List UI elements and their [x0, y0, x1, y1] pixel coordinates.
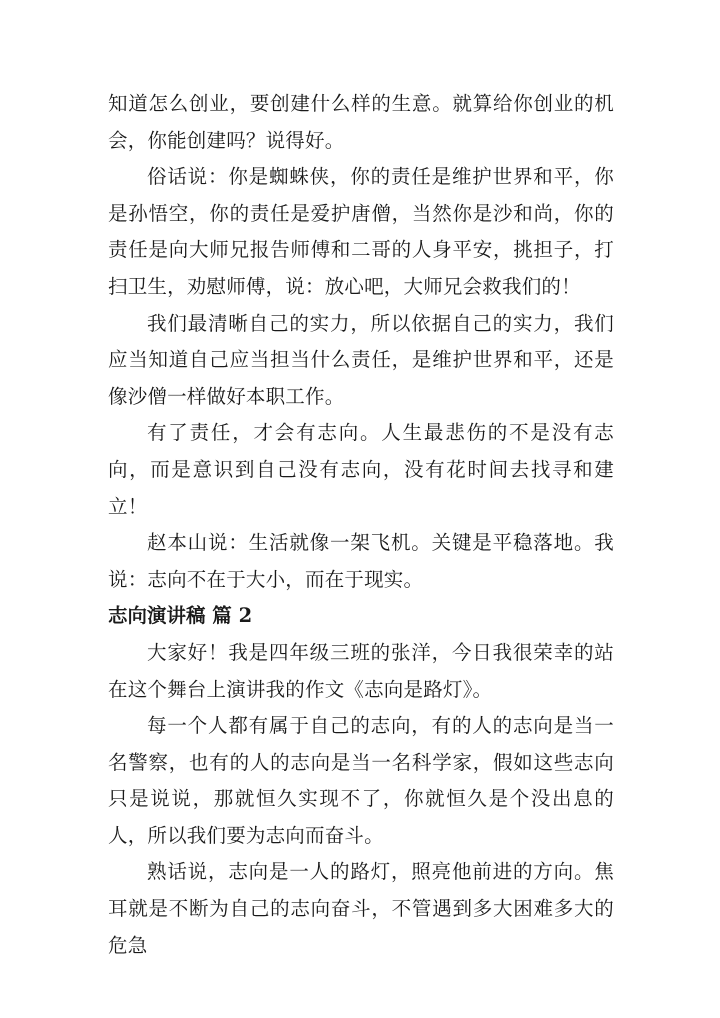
paragraph-strength: 我们最清晰自己的实力，所以依据自己的实力，我们应当知道自己应当担当什么责任，是维护世界和平，还是像沙僧一样做好本职工作。	[108, 311, 614, 408]
paragraph-continued: 知道怎么创业，要创建什么样的生意。就算给你创业的机会，你能创建吗？说得好。	[108, 92, 614, 152]
paragraph-everyone: 每一个人都有属于自己的志向，有的人的志向是当一名警察，也有的人的志向是当一名科学家，假如这些志向只是说说，那就恒久实现不了，你就恒久是个没出息的人，所以我们要为志向而奋斗。	[108, 714, 614, 847]
paragraph-streetlight: 熟话说，志向是一人的路灯，照亮他前进的方向。焦耳就是不断为自己的志向奋斗，不管遇到多大困难多大的危急	[108, 860, 614, 957]
paragraph-responsibility: 俗话说：你是蜘蛛侠，你的责任是维护世界和平，你是孙悟空，你的责任是爱护唐僧，当然你是沙和尚，你的责任是向大师兄报告师傅和二哥的人身平安，挑担子，打扫卫生，劝慰师傅，说：放心吧，大师兄会救我们的！	[108, 165, 614, 298]
paragraph-greeting: 大家好！我是四年级三班的张洋，今日我很荣幸的站在这个舞台上演讲我的作文《志向是路灯》。	[108, 640, 614, 701]
paragraph-aspiration: 有了责任，才会有志向。人生最悲伤的不是没有志向，而是意识到自己没有志向，没有花时间去找寻和建立！	[108, 421, 614, 518]
paragraph-quote: 赵本山说：生活就像一架飞机。关键是平稳落地。我说：志向不在于大小，而在于现实。	[108, 531, 614, 591]
section-heading: 志向演讲稿 篇 2	[108, 604, 253, 628]
document-body	[108, 86, 614, 964]
